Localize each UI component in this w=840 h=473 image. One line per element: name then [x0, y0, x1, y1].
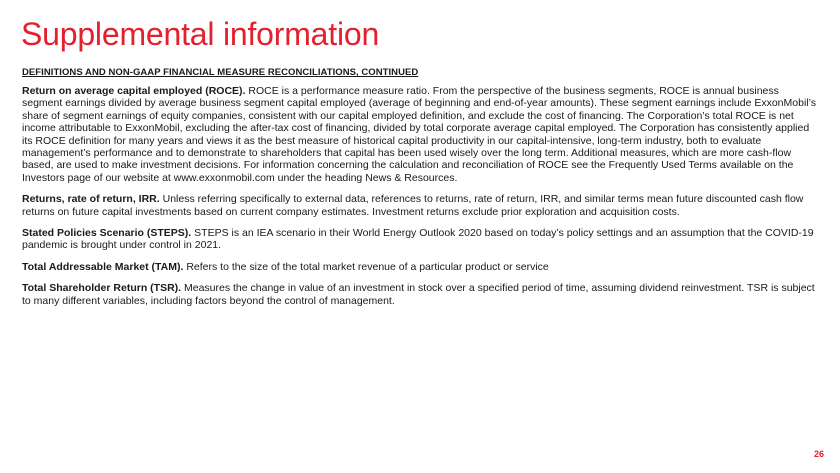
definition-text: STEPS is an IEA scenario in their World Energy Outlook 2020 based on today’s policy settings and an assumption that the COVID-19 pandemic is brought under control in 2021. — [22, 227, 814, 252]
definition-roce — [22, 85, 820, 184]
definition-term: Stated Policies Scenario (STEPS). — [22, 227, 192, 240]
slide-title: Supplemental information — [21, 16, 380, 52]
definition-tam — [22, 261, 820, 273]
definitions-list — [22, 85, 820, 316]
definition-steps — [22, 227, 820, 252]
definition-term: Returns, rate of return, IRR. — [22, 193, 160, 206]
definition-text: Unless referring specifically to external data, references to returns, rate of return, IRR, and similar terms mean future discounted cash flow returns on future capital investments based on current company estimates. Investment returns exclude prior exploration and acquisition costs. — [22, 193, 804, 218]
definition-text: ROCE is a performance measure ratio. From the perspective of the business segments, ROCE is annual business segment earnings divided by average business segment capital employed (average of beginning and end-of-year amounts). These segment earnings include ExxonMobil’s share of segment earnings of equity companies, consistent with our capital employed definition, and exclude the cost of financing. The Corporation’s total ROCE is net income attributable to ExxonMobil, excluding the after-tax cost of financing, divided by total corporate average capital employed. The Corporation has consistently applied its ROCE definition for many years and views it as the best measure of historical capital productivity in our capital-intensive, long-term industry, both to evaluate management’s performance and to demonstrate to shareholders that capital has been used wisely over the long term. Additional measures, which are more cash-flow based, are used to make investment decisions. For information concerning the calculation and reconciliation of ROCE see the Frequently Used Terms available on the Investors page of our website at www.exxonmobil.com under the heading News & Resources. — [22, 85, 817, 184]
definition-term: Total Shareholder Return (TSR). — [22, 282, 182, 295]
definition-term: Return on average capital employed (ROCE). — [22, 85, 246, 97]
definition-term: Total Addressable Market (TAM). — [22, 260, 184, 273]
definition-tsr — [22, 282, 820, 307]
definition-text: Measures the change in value of an investment in stock over a specified period of time, assuming dividend reinvestment. TSR is subject to many different variables, including factors beyond the control of management. — [22, 282, 815, 307]
section-subheading: DEFINITIONS AND NON-GAAP FINANCIAL MEASURE RECONCILIATIONS, CONTINUED — [22, 67, 419, 78]
page-number: 26 — [813, 449, 824, 459]
definition-returns — [22, 193, 820, 218]
definition-text: Refers to the size of the total market revenue of a particular product or service — [183, 260, 549, 273]
